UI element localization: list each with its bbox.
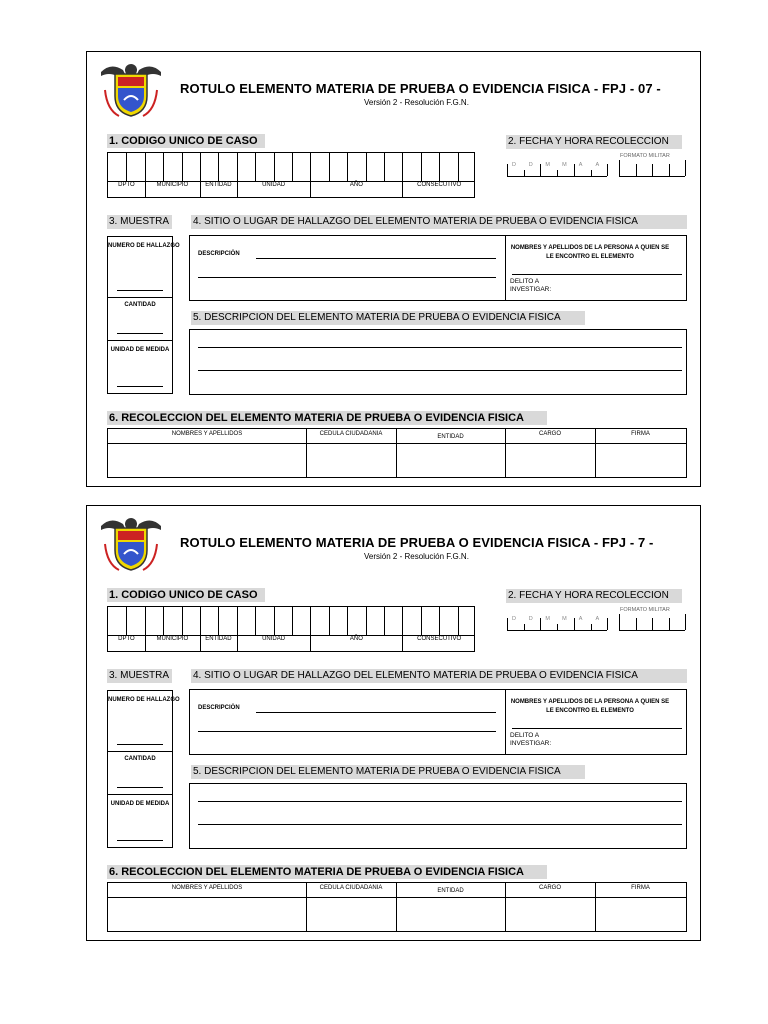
hallazgo-number-line[interactable]	[117, 744, 163, 745]
code-sub-label: DPTO	[118, 636, 135, 642]
hallazgo-number-line[interactable]	[117, 290, 163, 291]
code-digit-divider	[402, 153, 403, 181]
code-digit-divider	[458, 153, 459, 181]
code-digit-divider	[145, 153, 146, 181]
code-sub-label: MUNICIPIO	[156, 182, 189, 188]
date-letter: D	[528, 162, 533, 168]
crime-label: DELITO A INVESTIGAR:	[510, 732, 552, 747]
table-header: CARGO	[538, 885, 561, 891]
date-letter: D	[528, 616, 533, 622]
table-input-cell[interactable]	[595, 898, 686, 931]
section-5-header: 5. DESCRIPCION DEL ELEMENTO MATERIA DE PRUEBA O EVIDENCIA FISICA	[191, 311, 585, 325]
code-digit-divider	[310, 153, 311, 181]
site-box	[189, 235, 687, 301]
unit-of-measure-label: UNIDAD DE MEDIDA	[110, 347, 170, 353]
description-label: DESCRIPCIÒN	[198, 251, 240, 257]
code-digit-divider	[126, 607, 127, 635]
element-description-box[interactable]	[189, 329, 687, 395]
hallazgo-number-label: NUMERO DE HALLAZGO	[108, 697, 180, 703]
date-field[interactable]	[507, 614, 609, 632]
code-digit-divider	[126, 153, 127, 181]
code-digit-divider	[255, 153, 256, 181]
table-input-cell[interactable]	[108, 898, 306, 931]
description-line-1[interactable]	[256, 712, 496, 713]
description-line-2[interactable]	[198, 277, 496, 278]
form-title: ROTULO ELEMENTO MATERIA DE PRUEBA O EVIDENCIA FISICA - FPJ - 07 -	[180, 81, 661, 96]
quantity-line[interactable]	[117, 333, 163, 334]
code-digit-divider	[292, 607, 293, 635]
table-header: NOMBRES Y APELLIDOS	[171, 431, 243, 437]
code-digit-divider	[163, 153, 164, 181]
section-3-header: 3. MUESTRA	[107, 669, 172, 683]
military-time-field[interactable]	[619, 614, 687, 632]
date-letter: A	[578, 616, 583, 622]
date-letter: D	[512, 616, 516, 622]
person-names-label: NOMBRES Y APELLIDOS DE LA PERSONA A QUIEN SE LE ENCONTRO EL ELEMENTO	[510, 245, 670, 260]
code-digit-divider	[310, 607, 311, 635]
table-header: CEDULA CIUDADANIA	[319, 885, 383, 891]
code-digit-divider	[384, 607, 385, 635]
table-input-cell[interactable]	[306, 898, 396, 931]
section-5-header: 5. DESCRIPCION DEL ELEMENTO MATERIA DE PRUEBA O EVIDENCIA FISICA	[191, 765, 585, 779]
section-4-header: 4. SITIO O LUGAR DE HALLAZGO DEL ELEMENTO MATERIA DE PRUEBA O EVIDENCIA FISICA	[191, 669, 687, 683]
code-digit-divider	[182, 607, 183, 635]
code-digit-divider	[274, 153, 275, 181]
description-line-1[interactable]	[256, 258, 496, 259]
code-sub-label: AÑO	[349, 182, 363, 188]
date-letter: M	[562, 616, 567, 622]
code-digit-divider	[329, 607, 330, 635]
code-digit-divider	[439, 607, 440, 635]
date-letter: A	[578, 162, 583, 168]
table-input-cell[interactable]	[595, 444, 686, 477]
description-label: DESCRIPCIÒN	[198, 705, 240, 711]
code-sub-label: CONSECUTIVO	[417, 182, 462, 188]
code-digit-divider	[274, 607, 275, 635]
code-digit-divider	[366, 153, 367, 181]
section-4-header: 4. SITIO O LUGAR DE HALLAZGO DEL ELEMENTO MATERIA DE PRUEBA O EVIDENCIA FISICA	[191, 215, 687, 229]
table-input-cell[interactable]	[108, 444, 306, 477]
code-digit-divider	[182, 153, 183, 181]
code-sub-label: CONSECUTIVO	[417, 636, 462, 642]
evidence-label-form-1	[86, 51, 701, 487]
code-digit-divider	[347, 607, 348, 635]
code-sub-label: ENTIDAD	[205, 636, 232, 642]
table-input-cell[interactable]	[396, 898, 505, 931]
section-3-header: 3. MUESTRA	[107, 215, 172, 229]
sample-box	[107, 690, 180, 848]
code-digit-divider	[421, 153, 422, 181]
case-code-grid[interactable]	[107, 606, 475, 652]
section-2-header: 2. FECHA Y HORA RECOLECCION	[506, 589, 682, 603]
code-digit-divider	[421, 607, 422, 635]
description-line-2[interactable]	[198, 731, 496, 732]
date-field[interactable]	[507, 160, 609, 178]
form-version: Versión 2 - Resolución F.G.N.	[364, 552, 469, 561]
section-2-header: 2. FECHA Y HORA RECOLECCION	[506, 135, 682, 149]
person-names-line[interactable]	[512, 274, 682, 275]
code-digit-divider	[255, 607, 256, 635]
code-digit-divider	[458, 607, 459, 635]
person-names-label: NOMBRES Y APELLIDOS DE LA PERSONA A QUIEN SE LE ENCONTRO EL ELEMENTO	[510, 699, 670, 714]
unit-of-measure-line[interactable]	[117, 840, 163, 841]
date-letter: A	[595, 616, 600, 622]
date-letter: M	[545, 616, 550, 622]
section-1-header: 1. CODIGO UNICO DE CASO	[107, 134, 265, 148]
section-6-header: 6. RECOLECCION DEL ELEMENTO MATERIA DE PRUEBA O EVIDENCIA FISICA	[107, 865, 547, 879]
table-input-cell[interactable]	[505, 444, 595, 477]
date-letter: M	[545, 162, 550, 168]
table-header: ENTIDAD	[437, 434, 464, 440]
code-digit-divider	[200, 153, 201, 181]
date-letter: A	[595, 162, 600, 168]
code-digit-divider	[292, 153, 293, 181]
military-format-label: FORMATO MILITAR	[620, 153, 670, 159]
code-digit-divider	[439, 153, 440, 181]
code-sub-label: MUNICIPIO	[156, 636, 189, 642]
hallazgo-number-label: NUMERO DE HALLAZGO	[108, 243, 180, 249]
site-box	[189, 689, 687, 755]
table-input-cell[interactable]	[396, 444, 505, 477]
quantity-label: CANTIDAD	[124, 302, 156, 308]
code-sub-label: DPTO	[118, 182, 135, 188]
code-digit-divider	[329, 153, 330, 181]
element-description-box[interactable]	[189, 783, 687, 849]
code-digit-divider	[200, 607, 201, 635]
case-code-grid[interactable]	[107, 152, 475, 198]
table-header: FIRMA	[631, 431, 650, 437]
table-input-cell[interactable]	[306, 444, 396, 477]
code-digit-divider	[237, 607, 238, 635]
date-letter: D	[512, 162, 516, 168]
code-digit-divider	[384, 153, 385, 181]
collection-table	[107, 428, 687, 478]
code-digit-divider	[145, 607, 146, 635]
code-digit-divider	[218, 607, 219, 635]
code-sub-label: ENTIDAD	[205, 182, 232, 188]
code-sub-label: AÑO	[349, 636, 363, 642]
section-1-header: 1. CODIGO UNICO DE CASO	[107, 588, 265, 602]
unit-of-measure-label: UNIDAD DE MEDIDA	[110, 801, 170, 807]
form-title: ROTULO ELEMENTO MATERIA DE PRUEBA O EVIDENCIA FISICA - FPJ - 7 -	[180, 535, 654, 550]
coat-of-arms-icon	[97, 514, 165, 572]
code-sub-label: UNIDAD	[262, 636, 286, 642]
coat-of-arms-icon	[97, 60, 165, 118]
collection-table	[107, 882, 687, 932]
military-time-field[interactable]	[619, 160, 687, 178]
section-6-header: 6. RECOLECCION DEL ELEMENTO MATERIA DE PRUEBA O EVIDENCIA FISICA	[107, 411, 547, 425]
code-digit-divider	[347, 153, 348, 181]
code-digit-divider	[218, 153, 219, 181]
person-names-line[interactable]	[512, 728, 682, 729]
crime-label: DELITO A INVESTIGAR:	[510, 278, 552, 293]
table-input-cell[interactable]	[505, 898, 595, 931]
code-digit-divider	[163, 607, 164, 635]
table-header: CARGO	[538, 431, 561, 437]
military-format-label: FORMATO MILITAR	[620, 607, 670, 613]
code-digit-divider	[366, 607, 367, 635]
form-version: Versión 2 - Resolución F.G.N.	[364, 98, 469, 107]
code-sub-label: UNIDAD	[262, 182, 286, 188]
date-letter: M	[562, 162, 567, 168]
table-header: FIRMA	[631, 885, 650, 891]
sample-box	[107, 236, 180, 394]
code-digit-divider	[237, 153, 238, 181]
table-header: NOMBRES Y APELLIDOS	[171, 885, 243, 891]
code-digit-divider	[402, 607, 403, 635]
table-header: ENTIDAD	[437, 888, 464, 894]
quantity-line[interactable]	[117, 787, 163, 788]
evidence-label-form-2	[86, 505, 701, 941]
unit-of-measure-line[interactable]	[117, 386, 163, 387]
table-header: CEDULA CIUDADANIA	[319, 431, 383, 437]
quantity-label: CANTIDAD	[124, 756, 156, 762]
